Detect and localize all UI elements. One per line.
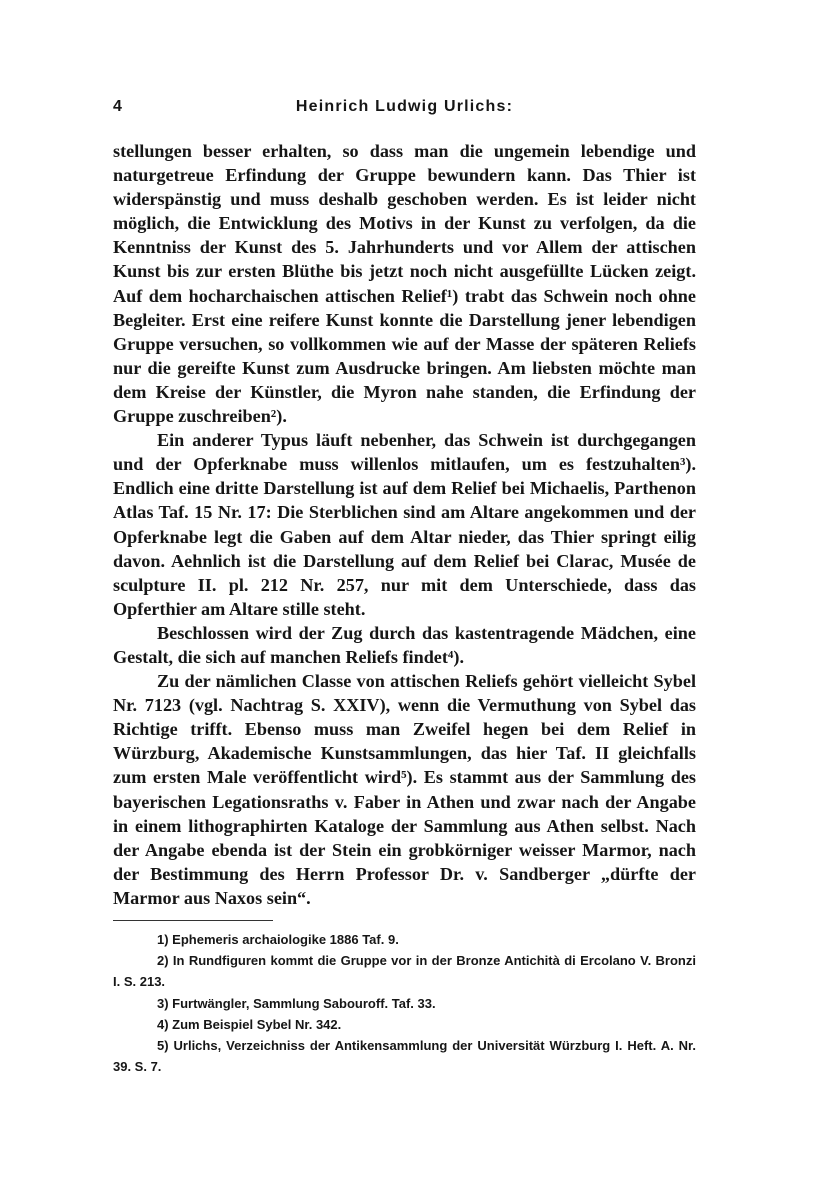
footnote-4: 4) Zum Beispiel Sybel Nr. 342. [157,1016,342,1032]
page-header [113,96,696,124]
footnote-3: 3) Furtwängler, Sammlung Sabouroff. Taf. 33. [157,995,436,1011]
paragraph-4: Zu der nämlichen Classe von attischen Reliefs gehört vielleicht Sybel Nr. 7123 (vgl. Nachtrag S. XXIV), wenn die Vermuthung von Sybel das Richtige trifft. Ebenso muss man Zweifel hegen bei dem Relief in Würzburg, Akademische Kunstsammlungen, das hier Taf. II gleichfalls zum ersten Male veröffentlicht wird⁵). Es stammt aus der Sammlung des bayerischen Legationsraths v. Faber in Athen und zwar nach der Angabe in einem lithographirten Kataloge der Sammlung aus Athen selbst. Nach der Angabe ebenda ist der Stein ein grobkörniger weisser Marmor, nach der Bestimmung des Herrn Professor Dr. v. Sandberger „dürfte der Marmor aus Naxos sein“. [113,671,696,908]
footnote-1: 1) Ephemeris archaiologike 1886 Taf. 9. [157,932,399,947]
page-number: 4 [113,98,124,115]
footnote-5: 5) Urlichs, Verzeichniss der Antikensammlung der Universität Würzburg I. Heft. A. Nr. 39. S. 7. [113,1038,696,1075]
body-text [113,139,696,910]
footnotes [113,929,696,1077]
footnote-2: 2) In Rundfiguren kommt die Gruppe vor in der Bronze Antichità di Ercolano V. Bronzi I. S. 213. [113,953,696,990]
footnote-rule [113,920,273,921]
paragraph-2: Ein anderer Typus läuft nebenher, das Schwein ist durchgegangen und der Opferknabe muss willenlos mitlaufen, um es festzuhalten³). Endlich eine dritte Darstellung ist auf dem Relief bei Michaelis, Parthenon Atlas Taf. 15 Nr. 17: Die Sterblichen sind am Altare angekommen und der Opferknabe legt die Gaben auf dem Altar nieder, das Thier springt eilig davon. Aehnlich ist die Darstellung auf dem Relief bei Clarac, Musée de sculpture II. pl. 212 Nr. 257, nur mit dem Unterschiede, dass das Opferthier am Altare stille steht. [113,430,696,619]
paragraph-3: Beschlossen wird der Zug durch das kastentragende Mädchen, eine Gestalt, die sich auf manchen Reliefs findet⁴). [113,622,696,667]
running-head: Heinrich Ludwig Urlichs: [295,98,514,115]
paragraph-1: stellungen besser erhalten, so dass man die ungemein lebendige und naturgetreue Erfindung der Gruppe bewundern kann. Das Thier ist widerspänstig und muss deshalb geschoben werden. Es ist leider nicht möglich, die Entwicklung des Motivs in der Kunst zu verfolgen, da die Kenntniss der Kunst des 5. Jahrhunderts und vor Allem der attischen Kunst bis zur ersten Blüthe bis jetzt noch nicht ausgefüllte Lücken zeigt. Auf dem hocharchaischen attischen Relief¹) trabt das Schwein noch ohne Begleiter. Erst eine reifere Kunst konnte die Darstellung jener lebendigen Gruppe versuchen, so vollkommen wie auf der Masse der späteren Reliefs nur die gereifte Kunst zum Ausdrucke bringen. Am liebsten möchte man dem Kreise der Künstler, die Myron nahe standen, die Erfindung der Gruppe zuschreiben²). [113,141,696,427]
